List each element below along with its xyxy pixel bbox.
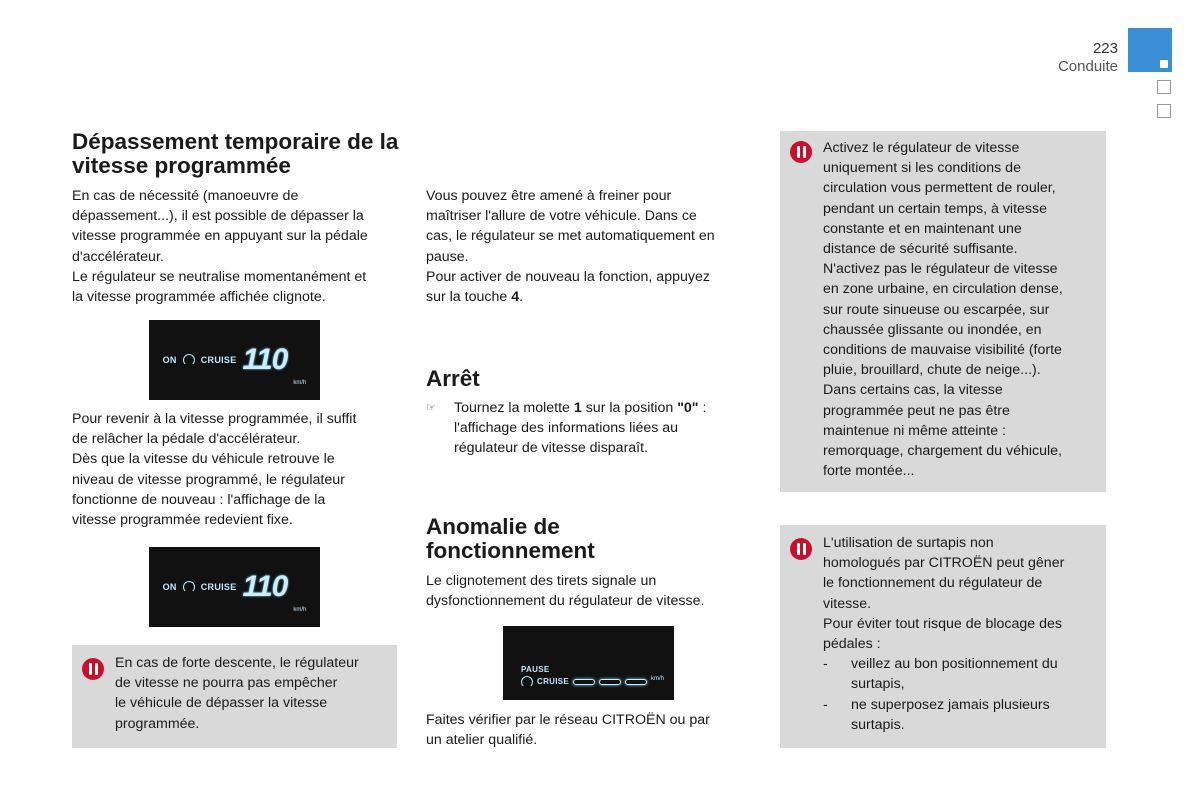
cruise-display-image <box>149 320 320 400</box>
text-line: conditions de mauvaise visibilité (forte <box>823 342 1062 359</box>
text-line: pendant un certain temps, à vitesse <box>823 200 1047 217</box>
page-number: 223 <box>1092 40 1118 57</box>
list-item <box>426 398 756 459</box>
text-line: le fonctionnement du régulateur de <box>823 575 1043 592</box>
text-line: pause. <box>426 248 469 265</box>
text-line: Activez le régulateur de vitesse <box>823 140 1020 156</box>
warning-box-surtapis <box>780 525 1106 748</box>
dash-segment <box>599 679 621 685</box>
text-line: vitesse. <box>823 595 872 612</box>
dash-segment <box>573 679 595 685</box>
display-speed: 110 <box>242 343 288 376</box>
dash-list <box>823 654 1101 735</box>
display-pause-label: PAUSE <box>521 664 550 674</box>
control-number: 1 <box>573 400 582 416</box>
dash-segment <box>625 679 647 685</box>
text-line: L'utilisation de surtapis non <box>823 535 994 551</box>
display-cruise-label: CRUISE <box>537 677 570 686</box>
display-unit: km/h <box>293 380 307 386</box>
text-line: Dès que la vitesse du véhicule retrouve le <box>72 451 335 468</box>
text-line: En cas de nécessité (manoeuvre de <box>72 188 299 204</box>
cruise-fault-display-image <box>503 626 674 700</box>
text-line: Vous pouvez être amené à freiner pour <box>426 188 672 204</box>
display-on-label: ON <box>162 582 177 592</box>
text-line: constante et en maintenant une <box>823 220 1022 237</box>
section-name: Conduite <box>1057 58 1118 75</box>
text-line: pluie, brouillard, chute de neige...). <box>823 362 1041 379</box>
text-line: pédales : <box>823 636 881 653</box>
text-line: homologués par CITROËN peut gêner <box>823 555 1065 572</box>
position-value: "0" <box>677 400 699 416</box>
warning-text <box>115 653 390 734</box>
text-line: de relâcher la pédale d'accélérateur. <box>72 431 301 448</box>
tab-marker-icon <box>1160 60 1168 68</box>
speedometer-icon <box>183 581 195 593</box>
section-title-depassement: Dépassement temporaire de la vitesse programmée <box>72 129 399 178</box>
display-row <box>521 676 664 688</box>
dash-marker: - <box>823 656 828 673</box>
arret-instructions <box>426 398 756 459</box>
section-title-anomalie <box>426 515 756 563</box>
text-span: Tournez la molette <box>454 400 574 416</box>
paragraph-verifier <box>426 710 756 750</box>
text-span: . <box>519 289 524 306</box>
text-line: dépassement...), il est possible de dépasser la <box>72 208 364 225</box>
paragraph-anomalie <box>426 571 756 611</box>
text-line: Le régulateur se neutralise momentanément et <box>72 268 367 285</box>
text-line: surtapis, <box>851 676 905 693</box>
paragraph-freiner <box>426 186 756 307</box>
text-line: Dans certains cas, la vitesse <box>823 382 1003 399</box>
list-item <box>823 654 1101 694</box>
paragraph-depassement <box>72 186 402 307</box>
text-line: distance de sécurité suffisante. <box>823 241 1018 258</box>
display-on-label: ON <box>162 355 177 365</box>
text-line: le véhicule de dépasser la vitesse <box>115 695 328 712</box>
text-line: sur route sinueuse ou escarpée, sur <box>823 301 1050 318</box>
text-span: sur la touche <box>426 289 512 306</box>
text-line: Le clignotement des tirets signale un <box>426 573 657 589</box>
warning-icon <box>82 658 104 680</box>
text-line <box>426 287 756 307</box>
speedometer-icon <box>521 676 533 688</box>
warning-box-activation <box>780 131 1106 492</box>
section-title-arret: Arrêt <box>426 366 480 391</box>
text-line: ne superposez jamais plusieurs <box>851 696 1050 713</box>
display-unit: km/h <box>651 675 665 682</box>
display-cruise-label: CRUISE <box>200 582 237 592</box>
display-speed: 110 <box>242 570 288 603</box>
paragraph-retour <box>72 409 402 530</box>
chapter-tab <box>1128 28 1172 72</box>
text-line: veillez au bon positionnement du <box>851 656 1058 673</box>
text-line: maintenue ni même atteinte : <box>823 422 1006 439</box>
warning-text <box>823 533 1101 735</box>
text-line: N'activez pas le régulateur de vitesse <box>823 261 1058 278</box>
text-line: niveau de vitesse programmé, le régulateur <box>72 471 345 488</box>
text-line <box>454 398 756 418</box>
display-cruise-label: CRUISE <box>200 355 237 365</box>
text-line: dysfonctionnement du régulateur de vitesse. <box>426 593 705 610</box>
text-line: programmée peut ne pas être <box>823 402 1010 419</box>
text-line: uniquement si les conditions de <box>823 160 1021 177</box>
cruise-display-image <box>149 547 320 627</box>
text-line: régulateur de vitesse disparaît. <box>454 440 649 457</box>
text-line: En cas de forte descente, le régulateur <box>115 655 359 671</box>
text-line: circulation vous permettent de rouler, <box>823 180 1056 197</box>
text-line: un atelier qualifié. <box>426 732 538 749</box>
warning-box-descente <box>72 645 397 748</box>
text-line: la vitesse programmée affichée clignote. <box>72 289 326 306</box>
text-line: vitesse programmée en appuyant sur la pédale <box>72 228 368 245</box>
text-line: programmée. <box>115 715 200 732</box>
text-line: chaussée glissante ou inondée, en <box>823 321 1042 338</box>
text-line: maîtriser l'allure de votre véhicule. Dans ce <box>426 208 697 225</box>
text-line: surtapis. <box>851 716 905 733</box>
warning-icon <box>790 538 812 560</box>
tab-square-icon <box>1157 104 1171 118</box>
text-line: d'accélérateur. <box>72 248 164 265</box>
title-line: Anomalie de <box>426 514 560 539</box>
dash-marker: - <box>823 696 828 713</box>
pointing-hand-icon: ☞ <box>426 402 436 414</box>
speedometer-icon <box>183 354 195 366</box>
warning-icon <box>790 141 812 163</box>
text-line: de vitesse ne pourra pas empêcher <box>115 675 338 692</box>
warning-text <box>823 138 1101 481</box>
tab-square-icon <box>1157 80 1171 94</box>
display-unit: km/h <box>293 607 307 613</box>
text-line: Faites vérifier par le réseau CITROËN ou par <box>426 712 710 728</box>
text-line: vitesse programmée redevient fixe. <box>72 512 293 529</box>
text-line: Pour éviter tout risque de blocage des <box>823 615 1062 632</box>
text-line: remorquage, chargement du véhicule, <box>823 443 1062 460</box>
text-line: en zone urbaine, en circulation dense, <box>823 281 1063 298</box>
text-line: l'affichage des informations liées au <box>454 420 679 437</box>
text-line: Pour revenir à la vitesse programmée, il suffit <box>72 411 357 427</box>
list-item <box>823 695 1101 735</box>
text-line: cas, le régulateur se met automatiquement en <box>426 228 715 245</box>
key-number: 4 <box>511 289 520 306</box>
title-line: fonctionnement <box>426 538 595 563</box>
text-span: : <box>698 400 707 416</box>
text-line: Pour activer de nouveau la fonction, appuyez <box>426 268 710 285</box>
text-span: sur la position <box>581 400 678 416</box>
text-line: forte montée... <box>823 463 915 480</box>
text-line: fonctionne de nouveau : l'affichage de la <box>72 491 326 508</box>
